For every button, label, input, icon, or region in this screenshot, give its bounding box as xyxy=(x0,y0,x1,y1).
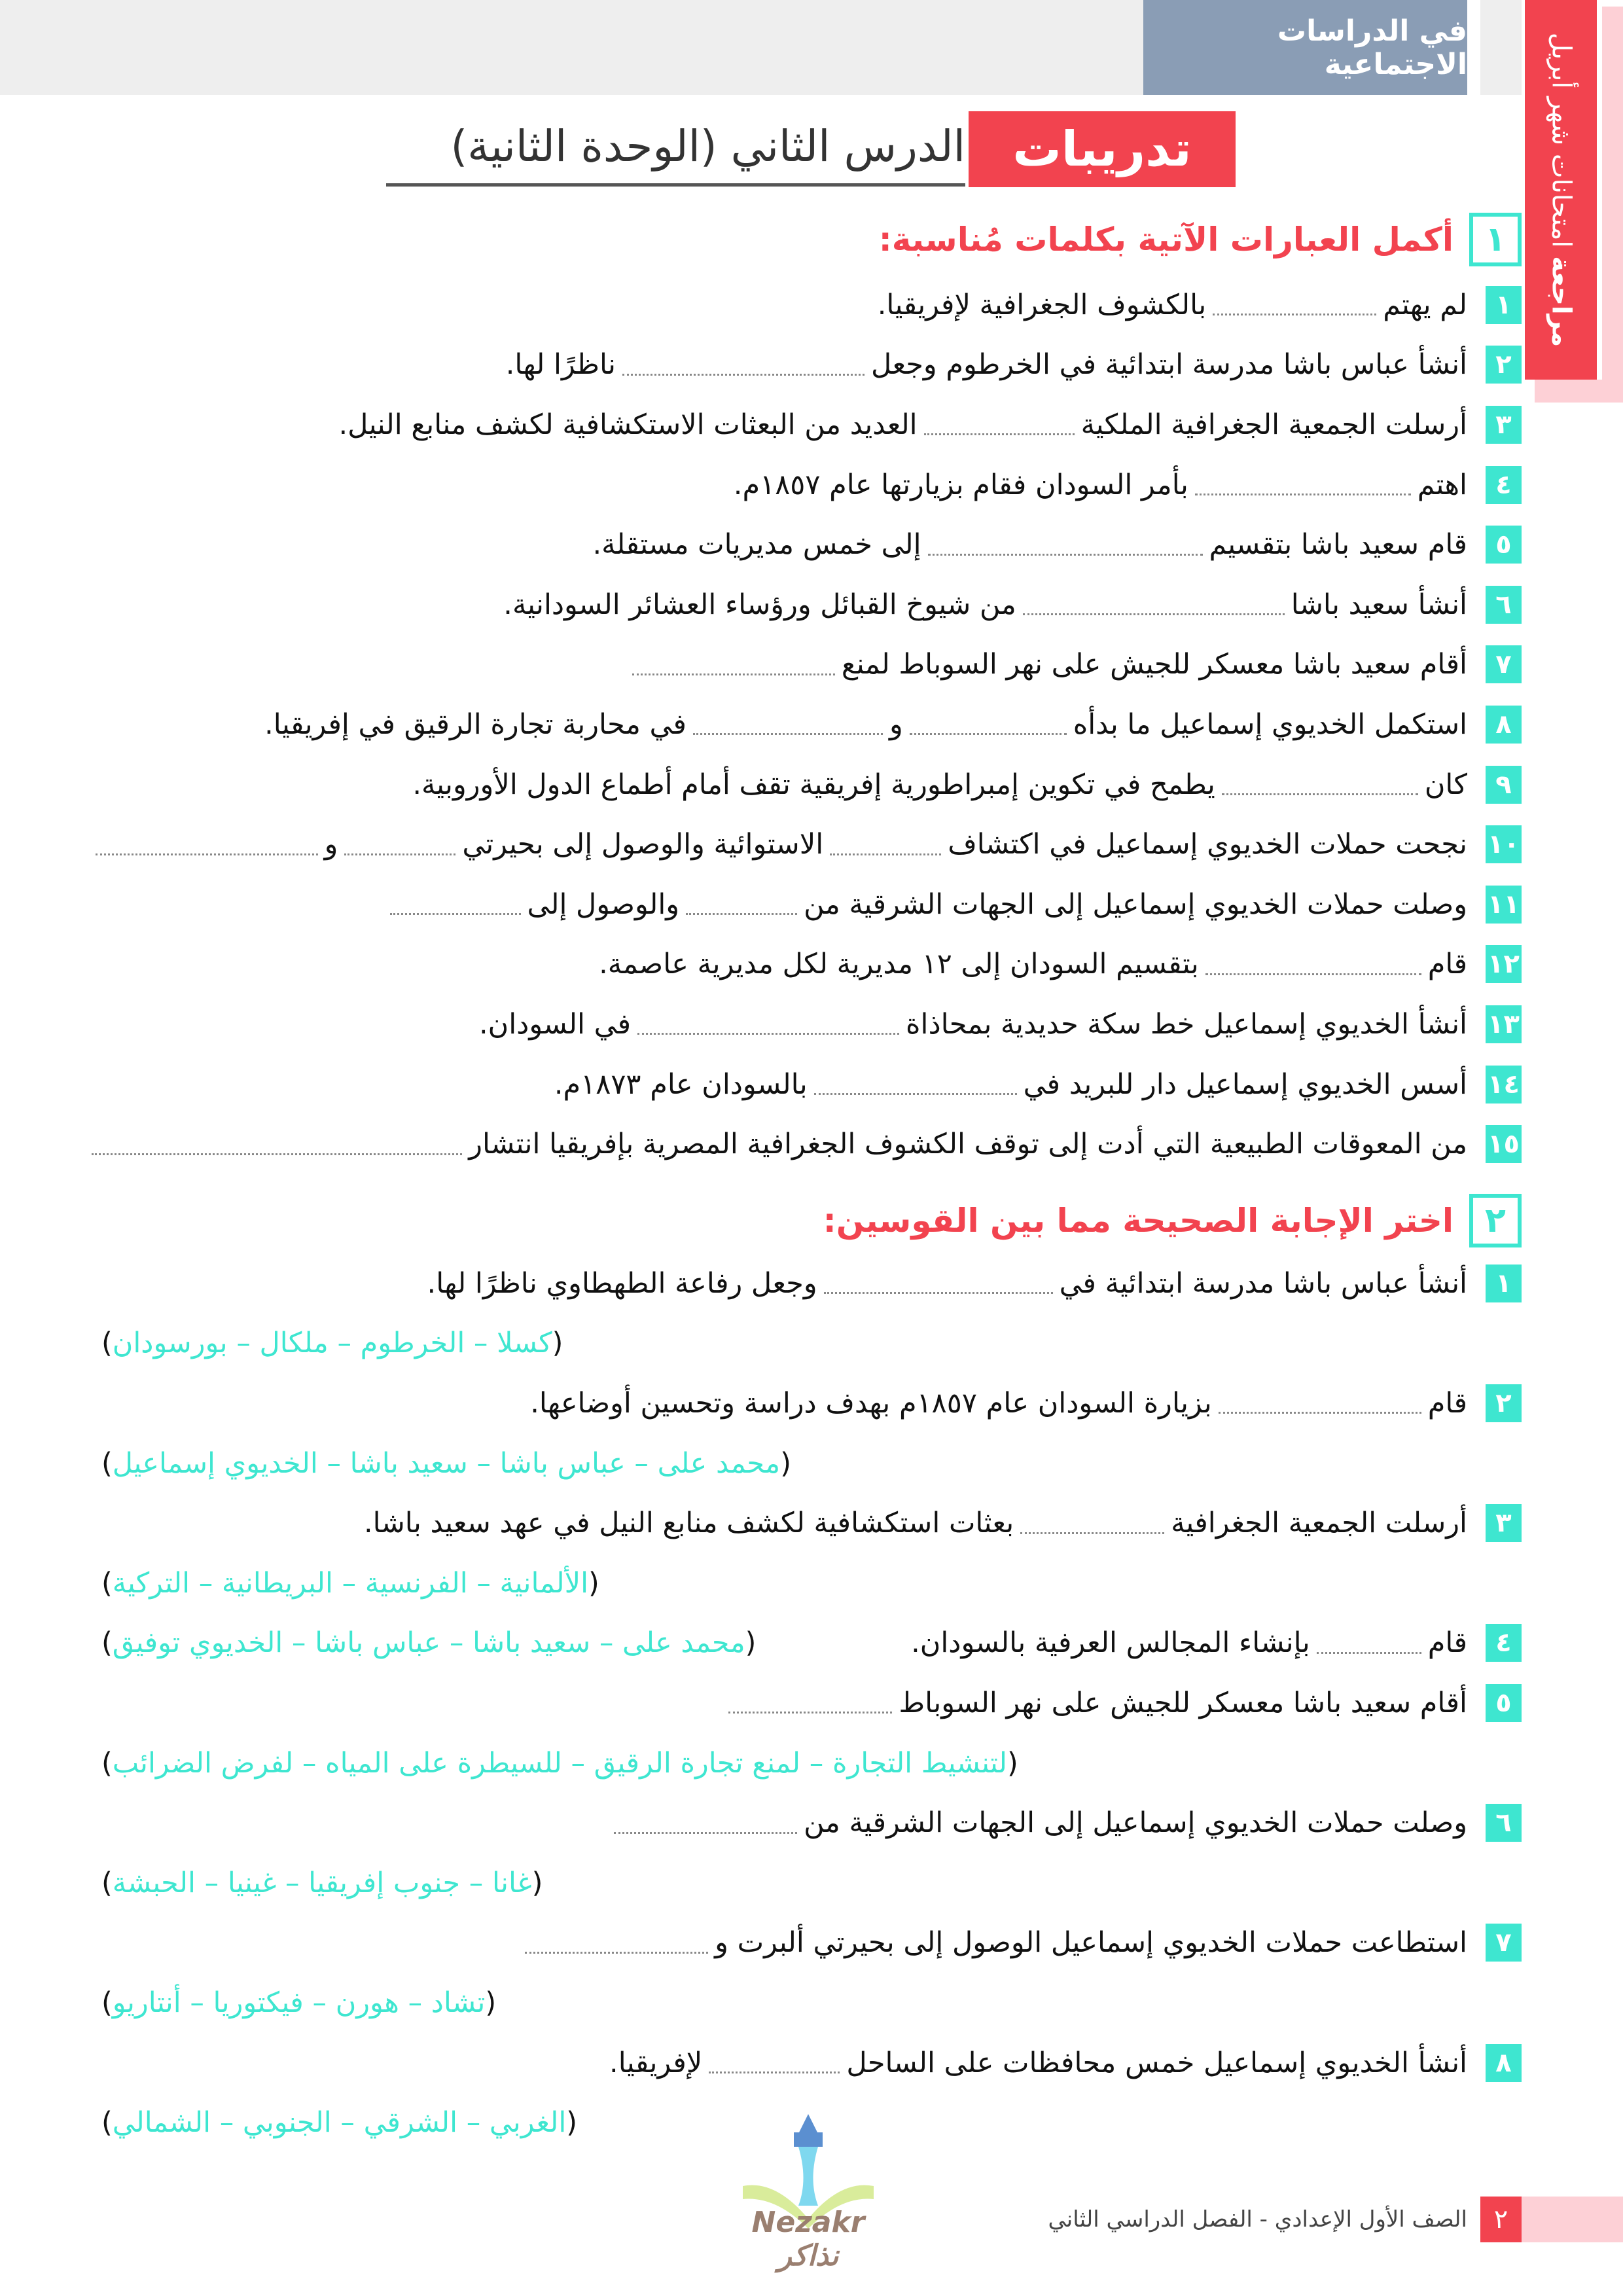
question xyxy=(92,755,1522,815)
answer-blank[interactable] xyxy=(709,2072,840,2073)
question-text: بتقسيم السودان إلى ١٢ مديرية لكل مديرية عاصمة. xyxy=(599,948,1199,981)
answer-blank[interactable] xyxy=(814,1093,1017,1095)
question-row xyxy=(92,455,1522,515)
question-row xyxy=(92,575,1522,635)
options-text[interactable]: لتنشيط التجارة – لمنع تجارة الرقيق – للسيطرة على المياه – لفرض الضرائب xyxy=(112,1746,1008,1780)
question-row xyxy=(92,994,1522,1054)
question xyxy=(92,1793,1522,1853)
question-row xyxy=(92,1793,1522,1853)
answer-blank[interactable] xyxy=(924,433,1075,435)
question xyxy=(92,1253,1522,1314)
answer-blank[interactable] xyxy=(824,1292,1053,1294)
question-text: قام xyxy=(1427,1386,1467,1420)
section1-items xyxy=(92,275,1522,1174)
question-text: كان xyxy=(1424,768,1467,801)
question-row xyxy=(92,1373,1522,1433)
section2-number: ٢ xyxy=(1469,1194,1522,1247)
drills-label: تدريبات xyxy=(969,111,1236,187)
question-row xyxy=(92,514,1522,575)
question-text: لإفريقيا. xyxy=(609,2046,703,2079)
question-text: قام xyxy=(1427,948,1467,981)
question xyxy=(92,874,1522,935)
question-text: لم يهتم xyxy=(1383,288,1467,321)
question-text: استطاعت حملات الخديوي إسماعيل الوصول إلى بحيرتي ألبرت و xyxy=(715,1926,1467,1960)
answer-blank[interactable] xyxy=(1195,493,1411,495)
answer-blank[interactable] xyxy=(1205,973,1421,975)
question-text: وجعل رفاعة الطهطاوي ناظرًا لها. xyxy=(427,1266,817,1300)
question-number-badge: ٤ xyxy=(1486,1624,1522,1662)
answer-blank[interactable] xyxy=(728,1712,892,1713)
answer-options: ( تشاد – هورن – فيكتوريا – أنتاريو ) xyxy=(101,1986,497,2019)
question-text: أقام سعيد باشا معسكر للجيش على نهر السوباط لمنع xyxy=(841,648,1467,681)
question-text: في السودان. xyxy=(478,1007,632,1041)
options-text[interactable]: محمد على – سعيد باشا – عباس باشا – الخديوي توفيق xyxy=(112,1626,745,1660)
question-row xyxy=(92,635,1522,695)
answer-blank[interactable] xyxy=(92,1153,462,1155)
question-number-badge: ٩ xyxy=(1486,766,1522,804)
question-number-badge: ٥ xyxy=(1486,1684,1522,1722)
question-text: أنشأ الخديوي إسماعيل خط سكة حديدية بمحاذاة xyxy=(906,1007,1467,1041)
question-text: أسس الخديوي إسماعيل دار للبريد في xyxy=(1023,1067,1467,1101)
answer-blank[interactable] xyxy=(830,853,941,855)
question-text: بأمر السودان فقام بزيارتها عام ١٨٥٧م. xyxy=(733,468,1188,501)
question-text: وصلت حملات الخديوي إسماعيل إلى الجهات الشرقية من xyxy=(804,1806,1467,1840)
question-row xyxy=(92,1253,1522,1314)
question-row xyxy=(92,1054,1522,1115)
question-number-badge: ٧ xyxy=(1486,1924,1522,1962)
question-number-badge: ٢ xyxy=(1486,1384,1522,1422)
question-number-badge: ٢ xyxy=(1486,346,1522,384)
question-text: نجحت حملات الخديوي إسماعيل في اكتشاف xyxy=(948,828,1467,861)
question-row xyxy=(92,1913,1522,1973)
question-row xyxy=(92,814,1522,874)
footer-grade-text: الصف الأول الإعدادي - الفصل الدراسي الثاني xyxy=(1048,2206,1467,2233)
question-number-badge: ٧ xyxy=(1486,645,1522,683)
options-text[interactable]: تشاد – هورن – فيكتوريا – أنتاريو xyxy=(112,1986,486,2019)
options-text[interactable]: غانا – جنوب إفريقيا – غينيا – الحبشة xyxy=(112,1866,532,1899)
options-row xyxy=(92,1314,1522,1374)
question-text: بالسودان عام ١٨٧٣م. xyxy=(554,1067,808,1101)
question-row xyxy=(92,1613,1522,1674)
answer-blank[interactable] xyxy=(1317,1652,1421,1654)
answer-blank[interactable] xyxy=(637,1033,899,1035)
question-row xyxy=(92,275,1522,335)
options-text[interactable]: كسلا – الخرطوم – ملكال – بورسودان xyxy=(112,1327,552,1360)
answer-blank[interactable] xyxy=(622,374,865,376)
answer-blank[interactable] xyxy=(96,853,318,855)
question-number-badge: ٣ xyxy=(1486,1504,1522,1542)
question-text: وصلت حملات الخديوي إسماعيل إلى الجهات الشرقية من xyxy=(804,888,1467,921)
question xyxy=(92,514,1522,575)
answer-options: ( لتنشيط التجارة – لمنع تجارة الرقيق – للسيطرة على المياه – لفرض الضرائب ) xyxy=(101,1746,1018,1780)
question-row xyxy=(92,1493,1522,1553)
question-text: يطمح في تكوين إمبراطورية إفريقية تقف أمام أطماع الدول الأوروبية. xyxy=(412,768,1215,801)
question-text: أنشأ عباس باشا مدرسة ابتدائية في الخرطوم وجعل xyxy=(871,348,1467,382)
question-text: العديد من البعثات الاستكشافية لكشف منابع النيل. xyxy=(338,408,918,441)
question-row xyxy=(92,874,1522,935)
question xyxy=(92,1673,1522,1733)
question xyxy=(92,1493,1522,1553)
question-number-badge: ١٤ xyxy=(1486,1066,1522,1103)
question xyxy=(92,1054,1522,1115)
question xyxy=(92,575,1522,635)
section2-items xyxy=(92,1253,1522,2153)
footer-tab xyxy=(1522,2197,1623,2242)
subject-banner xyxy=(1143,0,1467,95)
answer-blank[interactable] xyxy=(390,913,521,915)
question xyxy=(92,455,1522,515)
question xyxy=(92,1373,1522,1433)
question-text: اهتم xyxy=(1417,468,1467,501)
section2-heading xyxy=(823,1194,1522,1247)
question-text: بعثات استكشافية لكشف منابع النيل في عهد سعيد باشا. xyxy=(363,1507,1014,1540)
answer-blank[interactable] xyxy=(614,1832,797,1834)
lesson-title: الدرس الثاني (الوحدة الثانية) xyxy=(386,110,965,187)
question-number-badge: ١ xyxy=(1486,286,1522,324)
answer-blank[interactable] xyxy=(1222,793,1418,795)
answer-options: ( محمد على – عباس باشا – سعيد باشا – الخديوي إسماعيل ) xyxy=(101,1446,791,1480)
section2-title: اختر الإجابة الصحيحة مما بين القوسين: xyxy=(823,1202,1454,1240)
question-number-badge: ١٣ xyxy=(1486,1005,1522,1043)
question-text: قام xyxy=(1427,1626,1467,1660)
question-text: ناظرًا لها. xyxy=(505,348,616,382)
question-number-badge: ٣ xyxy=(1486,406,1522,444)
side-label-bold: مراجعة xyxy=(1546,256,1577,348)
question-row xyxy=(92,395,1522,455)
side-tab-label xyxy=(1527,0,1595,380)
question-text: أنشأ الخديوي إسماعيل خمس محافظات على الساحل xyxy=(846,2046,1467,2079)
question-row xyxy=(92,335,1522,395)
question-text: أنشأ عباس باشا مدرسة ابتدائية في xyxy=(1059,1266,1467,1300)
question-text: بإنشاء المجالس العرفية بالسودان. xyxy=(911,1626,1310,1660)
question xyxy=(92,1913,1522,1973)
question-number-badge: ٦ xyxy=(1486,1804,1522,1842)
question-text: بالكشوف الجغرافية لإفريقيا. xyxy=(877,288,1207,321)
answer-blank[interactable] xyxy=(1023,613,1285,615)
answer-blank[interactable] xyxy=(686,913,797,915)
question-number-badge: ١٥ xyxy=(1486,1125,1522,1163)
answer-blank[interactable] xyxy=(928,554,1203,556)
question xyxy=(92,935,1522,995)
options-row xyxy=(92,1733,1522,1793)
question-row xyxy=(92,935,1522,995)
subject-title: في الدراسات الاجتماعية xyxy=(1277,14,1467,81)
answer-options: ( الغربي – الشرقي – الجنوبي – الشمالي ) xyxy=(101,2106,578,2140)
question-text: استكمل الخديوي إسماعيل ما بدأه xyxy=(1073,708,1467,741)
options-row xyxy=(92,1853,1522,1913)
question xyxy=(92,2033,1522,2093)
options-row xyxy=(92,1433,1522,1494)
question-text: الاستوائية والوصول إلى بحيرتي xyxy=(462,828,824,861)
question-row xyxy=(92,694,1522,755)
section1-heading xyxy=(879,213,1522,266)
section1-title: أكمل العبارات الآتية بكلمات مُناسبة: xyxy=(878,221,1454,259)
answer-blank[interactable] xyxy=(632,673,835,675)
question-text: من المعوقات الطبيعية التي أدت إلى توقف الكشوف الجغرافية المصرية بإفريقيا انتشار xyxy=(469,1128,1467,1161)
question-row xyxy=(92,755,1522,815)
options-row xyxy=(92,1973,1522,2033)
question-text: قام سعيد باشا بتقسيم xyxy=(1209,528,1467,562)
answer-blank[interactable] xyxy=(344,853,455,855)
question-row xyxy=(92,2033,1522,2093)
question-number-badge: ١٢ xyxy=(1486,945,1522,983)
question-number-badge: ١١ xyxy=(1486,886,1522,924)
question-row xyxy=(92,1114,1522,1174)
side-label: امتحانات شهر أبريل xyxy=(1546,32,1577,248)
question xyxy=(92,814,1522,874)
options-text[interactable]: الغربي – الشرقي – الجنوبي – الشمالي xyxy=(112,2106,567,2140)
question-row xyxy=(92,1673,1522,1733)
question-text: في محاربة تجارة الرقيق في إفريقيا. xyxy=(264,708,687,741)
answer-blank[interactable] xyxy=(1213,314,1376,315)
question-text: أقام سعيد باشا معسكر للجيش على نهر السوباط xyxy=(899,1686,1467,1719)
question-number-badge: ٦ xyxy=(1486,586,1522,624)
question-number-badge: ٨ xyxy=(1486,706,1522,744)
question-text: إلى خمس مديريات مستقلة. xyxy=(592,528,921,562)
question-text: بزيارة السودان عام ١٨٥٧م بهدف دراسة وتحسين أوضاعها. xyxy=(530,1386,1212,1420)
question xyxy=(92,275,1522,335)
question-text: والوصول إلى xyxy=(527,888,680,921)
answer-options: ( محمد على – سعيد باشا – عباس باشا – الخديوي توفيق ) xyxy=(101,1626,757,1660)
answer-options: ( غانا – جنوب إفريقيا – غينيا – الحبشة ) xyxy=(101,1866,543,1899)
question xyxy=(92,1114,1522,1174)
options-row xyxy=(92,1553,1522,1613)
question-text: أرسلت الجمعية الجغرافية الملكية xyxy=(1080,408,1467,441)
page-number: ٢ xyxy=(1480,2197,1522,2242)
answer-blank[interactable] xyxy=(693,733,883,735)
question-text: أنشأ سعيد باشا xyxy=(1291,588,1467,621)
options-text[interactable]: محمد على – عباس باشا – سعيد باشا – الخديوي إسماعيل xyxy=(112,1446,781,1480)
question xyxy=(92,694,1522,755)
options-text[interactable]: الألمانية – الفرنسية – البريطانية – التركية xyxy=(112,1566,589,1600)
question-text: أرسلت الجمعية الجغرافية xyxy=(1171,1507,1467,1540)
question xyxy=(92,994,1522,1054)
question-number-badge: ١ xyxy=(1486,1265,1522,1302)
question-number-badge: ٤ xyxy=(1486,466,1522,504)
section1-number: ١ xyxy=(1469,213,1522,266)
logo-text: Nezakr نذاكر xyxy=(751,2206,865,2272)
question-number-badge: ١٠ xyxy=(1486,825,1522,863)
question-text: و xyxy=(324,828,338,861)
question-text: من شيوخ القبائل ورؤساء العشائر السودانية. xyxy=(503,588,1016,621)
answer-blank[interactable] xyxy=(525,1952,708,1954)
answer-blank[interactable] xyxy=(1219,1412,1421,1414)
answer-blank[interactable] xyxy=(910,733,1067,735)
question xyxy=(92,395,1522,455)
answer-options: ( كسلا – الخرطوم – ملكال – بورسودان ) xyxy=(101,1327,563,1360)
question xyxy=(92,635,1522,695)
question-number-badge: ٨ xyxy=(1486,2044,1522,2082)
question-number-badge: ٥ xyxy=(1486,526,1522,564)
answer-options: ( الألمانية – الفرنسية – البريطانية – التركية ) xyxy=(101,1566,599,1600)
answer-blank[interactable] xyxy=(1020,1532,1164,1534)
header-divider xyxy=(1467,0,1480,95)
question-text: و xyxy=(889,708,903,741)
question xyxy=(92,335,1522,395)
